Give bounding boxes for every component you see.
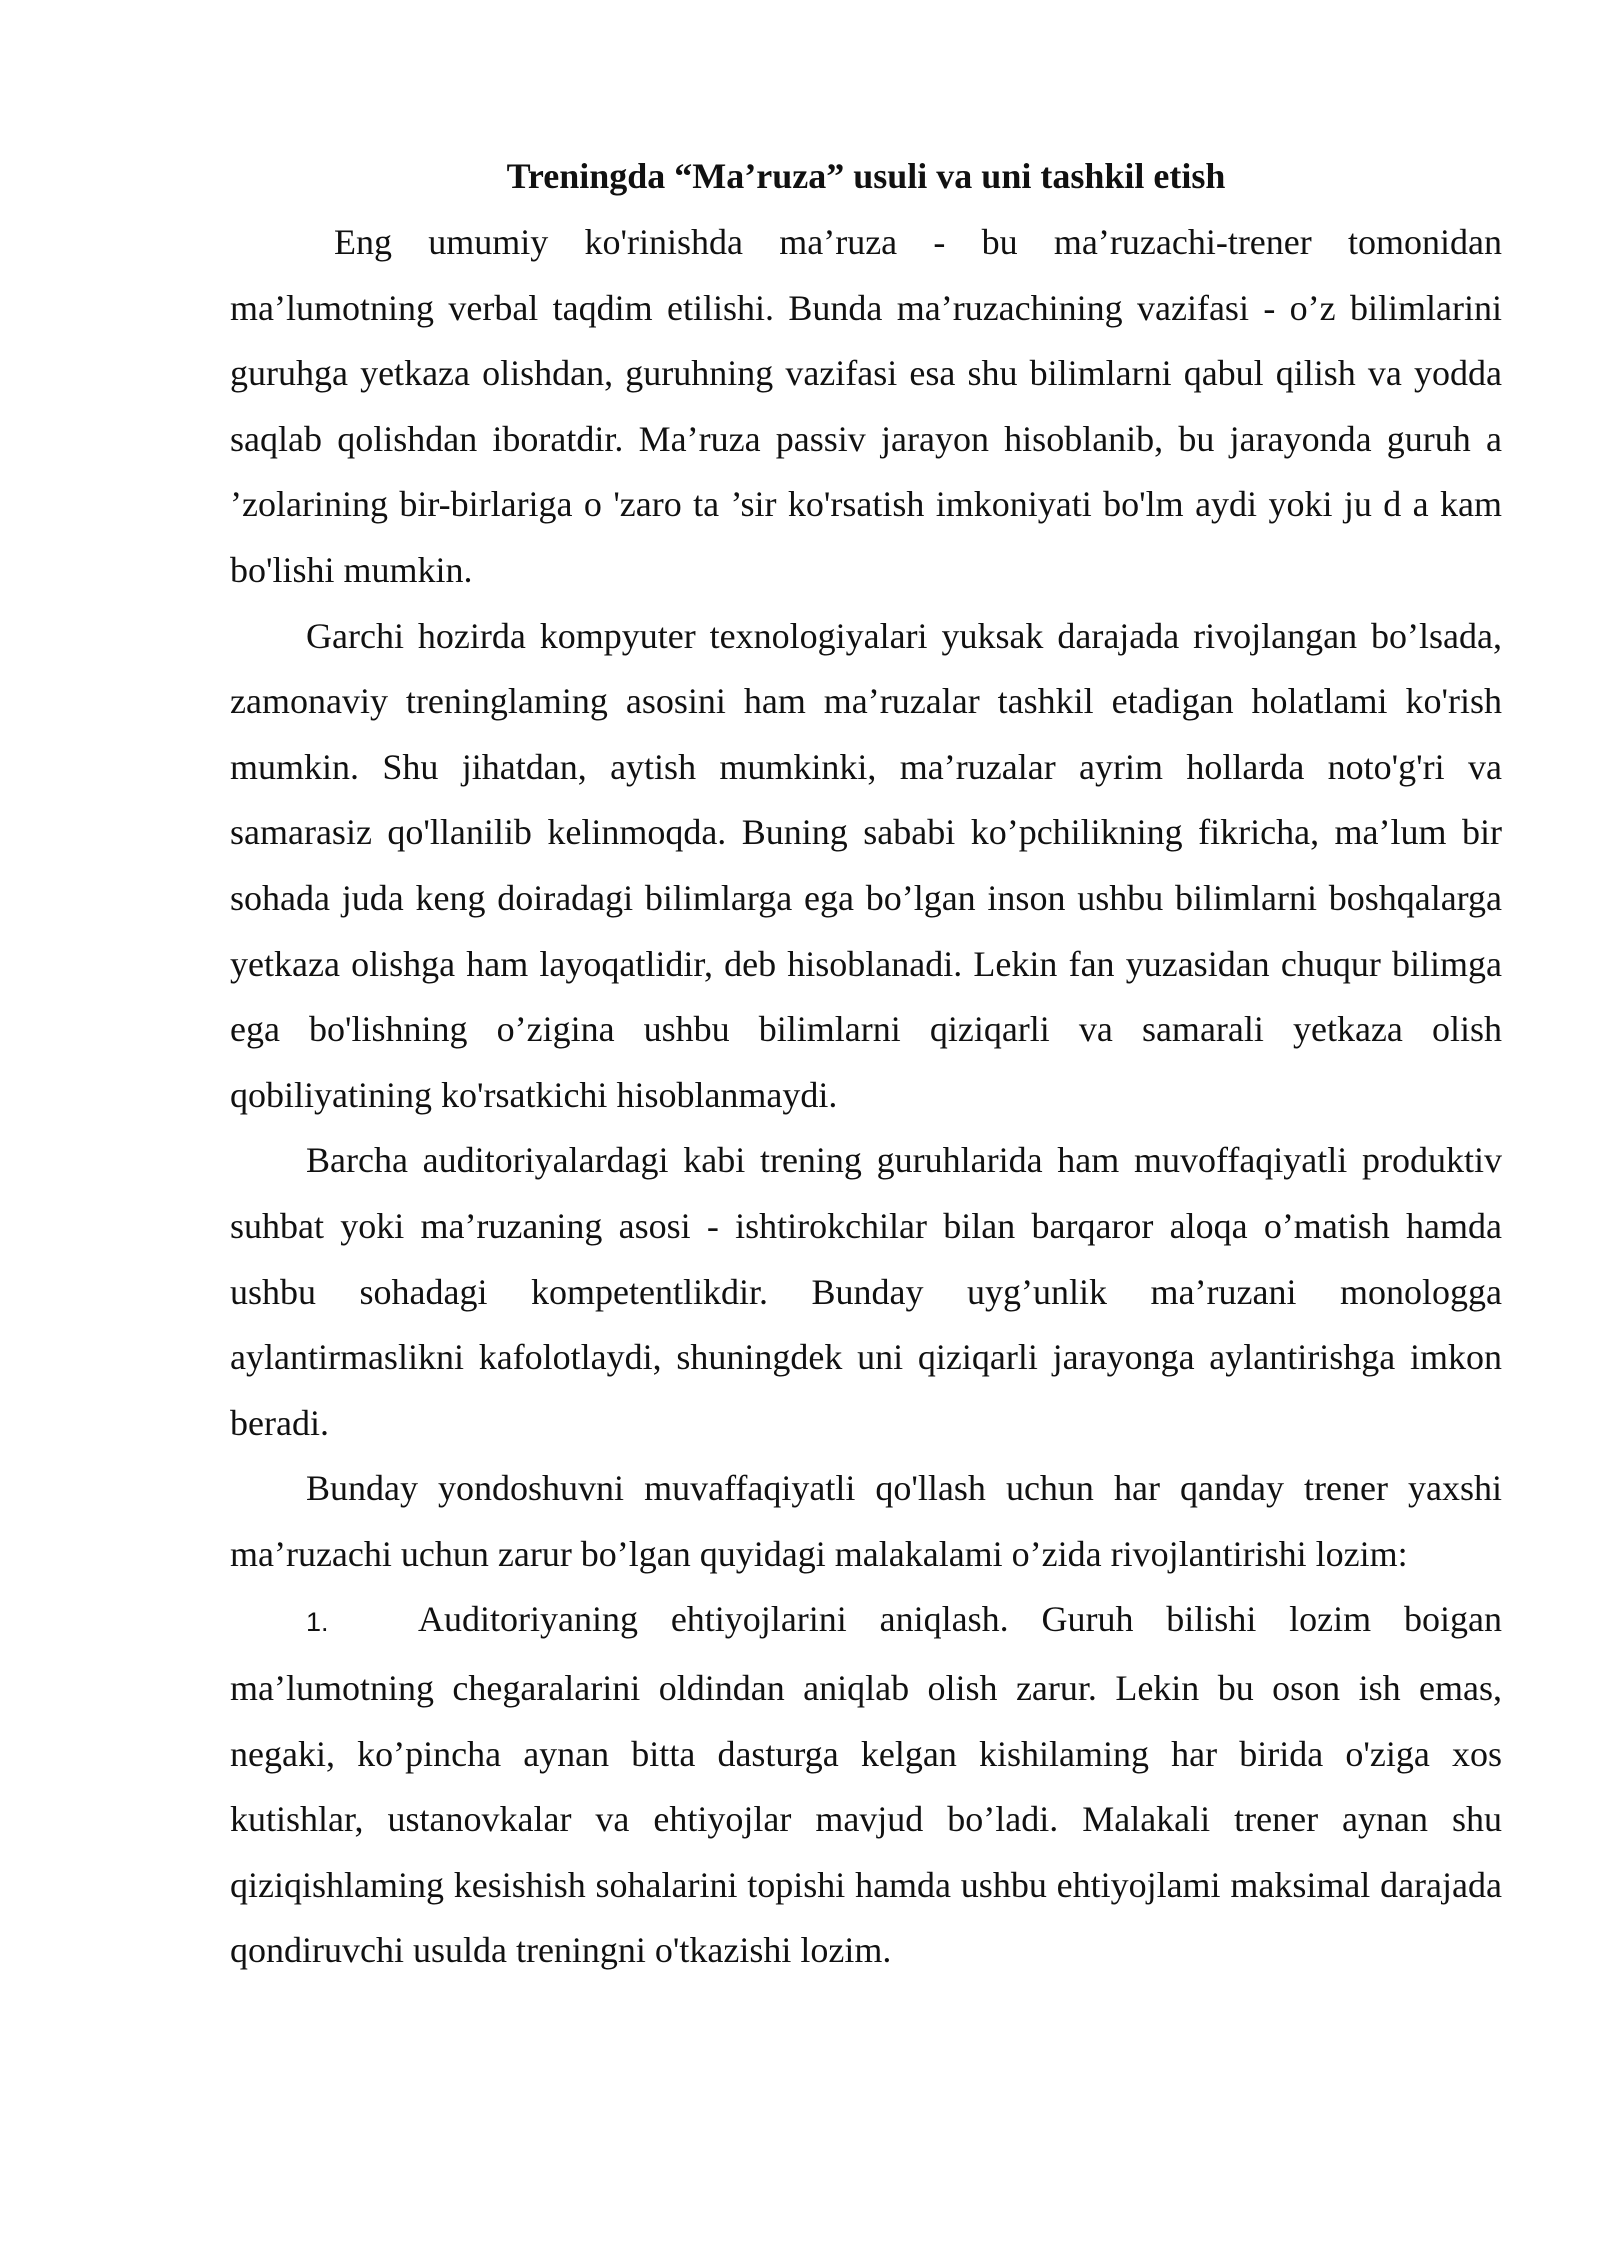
document-body <box>230 210 1502 1984</box>
paragraph-approach: Bunday yondoshuvni muvaffaqiyatli qo'llash uchun har qanday trener yaxshi ma’ruzachi uchun zarur bo’lgan quyidagi malakalami o’zida rivojlantirishi lozim: <box>230 1468 1502 1574</box>
paragraph-intro: Eng umumiy ko'rinishda ma’ruza - bu ma’ruzachi-trener tomonidan ma’lumotning verbal taqdim etilishi. Bunda ma’ruzachining vazifasi - o’z bilimlarini guruhga yetkaza olishdan, guruhning vazifasi esa shu bilimlarni qabul qilish va yodda saqlab qolishdan iboratdir. Ma’ruza passiv jarayon hisoblanib, bu jarayonda guruh a ’zolarining bir-birlariga o 'zaro ta ’sir ko'rsatish imkoniyati bo'lm aydi yoki ju d a kam bo'lishi mumkin. <box>230 222 1502 590</box>
list-item-number: 1. <box>306 1607 329 1638</box>
paragraph-technology: Garchi hozirda kompyuter texnologiyalari yuksak darajada rivojlangan bo’lsada, zamonaviy treninglaming asosini ham ma’ruzalar tashkil etadigan holatlami ko'rish mumkin. Shu jihatdan, aytish mumkinki, ma’ruzalar ayrim hollarda noto'g'ri va samarasiz qo'llanilib kelinmoqda. Buning sababi ko’pchilikning fikricha, ma’lum bir sohada juda keng doiradagi bilimlarga ega bo’lgan inson ushbu bilimlarni boshqalarga yetkaza olishga ham layoqatlidir, deb hisoblanadi. Lekin fan yuzasidan chuqur bilimga ega bo'lishning o’zigina ushbu bilimlarni qiziqarli va samarali yetkaza olish qobiliyatining ko'rsatkichi hisoblanmaydi. <box>230 615 1502 1115</box>
paragraph-auditoriums: Barcha auditoriyalardagi kabi trening guruhlarida ham muvoffaqiyatli produktiv suhbat yoki ma’ruzaning asosi - ishtirokchilar bilan barqaror aloqa o’matish hamda ushbu sohadagi kompetentlikdir. Bunday uyg’unlik ma’ruzani monologga aylantirmaslikni kafolotlaydi, shuningdek uni qiziqarli jarayonga aylantirishga imkon beradi. <box>230 1140 1502 1443</box>
list-item-text: Auditoriyaning ehtiyojlarini aniqlash. Guruh bilishi lozim boigan ma’lumotning chegaralarini oldindan aniqlab olish zarur. Lekin bu oson ish emas, negaki, ko’pincha aynan bitta dasturga kelgan kishilaming har birida o'ziga xos kutishlar, ustanovkalar va ehtiyojlar mavjud bo’ladi. Malakali trener aynan shu qiziqishlaming kesishish sohalarini topishi hamda ushbu ehtiyojlami maksimal darajada qondiruvchi usulda treningni o'tkazishi lozim. <box>230 1599 1502 1971</box>
list-item-1 <box>230 1587 1502 1984</box>
document-title: Treningda “Ma’ruza” usuli va uni tashkil etish <box>506 156 1226 196</box>
